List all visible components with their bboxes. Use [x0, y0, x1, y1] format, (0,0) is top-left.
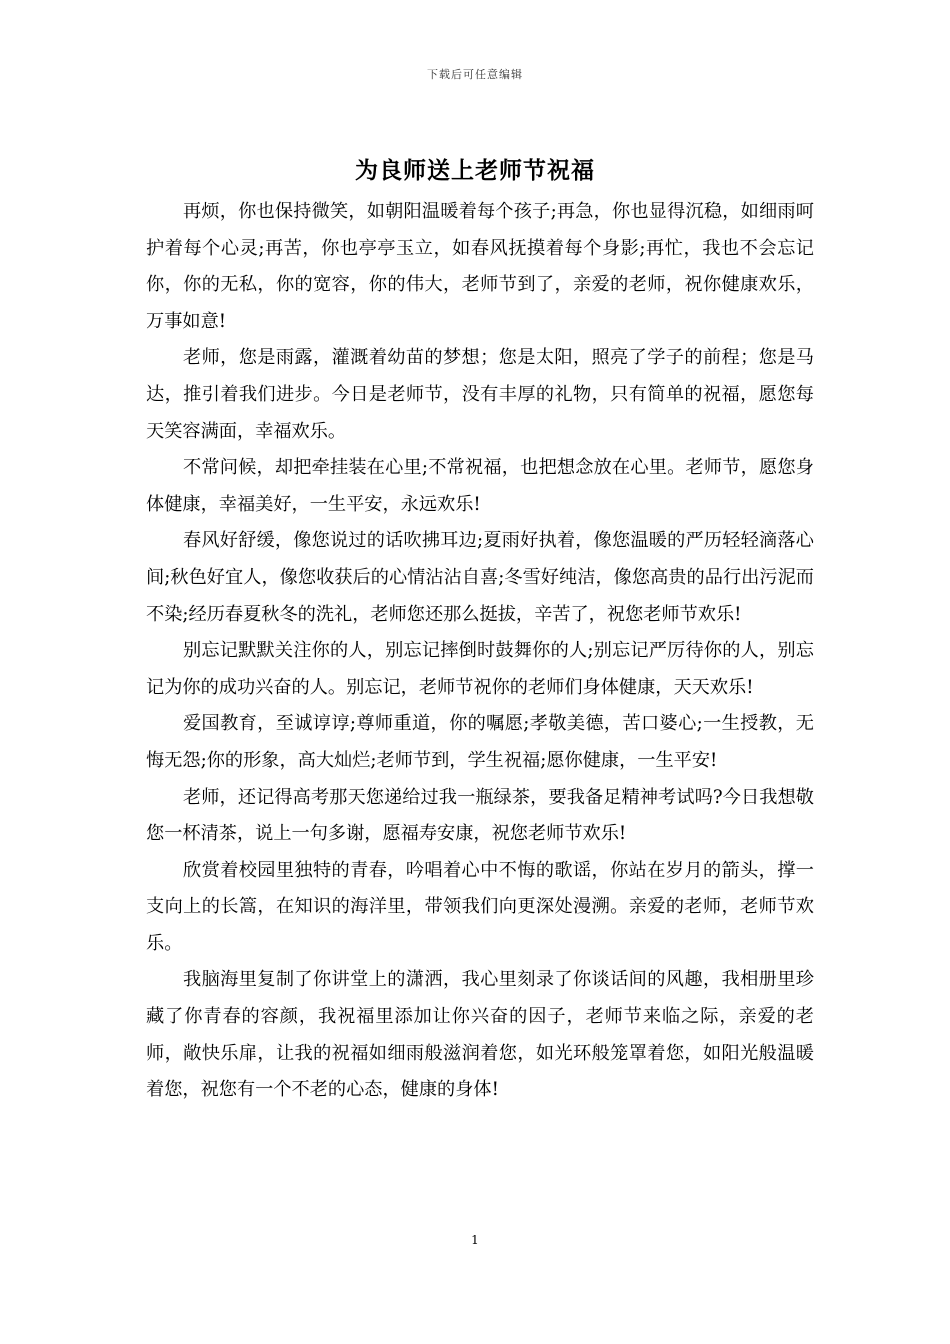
page-number: 1	[471, 1233, 479, 1247]
paragraph: 我脑海里复制了你讲堂上的潇洒，我心里刻录了你谈话间的风趣，我相册里珍藏了你青春的容颜，我祝福里添加让你兴奋的因子，老师节来临之际，亲爱的老师，敞快乐扉，让我的祝福如细雨般滋润着您，如光环般笼罩着您，如阳光般温暖着您，祝您有一个不老的心态，健康的身体!	[146, 969, 814, 1101]
paragraph: 欣赏着校园里独特的青春，吟唱着心中不悔的歌谣，你站在岁月的箭头，撑一支向上的长篙，在知识的海洋里，带领我们向更深处漫溯。亲爱的老师，老师节欢乐。	[146, 859, 814, 954]
paragraph: 春风好舒缓，像您说过的话吹拂耳边;夏雨好执着，像您温暖的严历轻轻滴落心间;秋色好宜人，像您收获后的心情沾沾自喜;冬雪好纯洁，像您高贵的品行出污泥而不染;经历春夏秋冬的洗礼，老师您还那么挺拔，辛苦了，祝您老师节欢乐!	[146, 530, 814, 625]
paragraph: 爱国教育，至诚谆谆;尊师重道，你的嘱愿;孝敬美德，苦口婆心;一生授教，无悔无怨;你的形象，高大灿烂;老师节到，学生祝福;愿你健康，一生平安!	[146, 713, 814, 771]
document-body	[146, 194, 814, 1109]
paragraph: 不常问候，却把牵挂装在心里;不常祝福，也把想念放在心里。老师节，愿您身体健康，幸福美好，一生平安，永远欢乐!	[146, 457, 814, 515]
document-title: 为良师送上老师节祝福	[355, 157, 595, 184]
header-note: 下载后可任意编辑	[427, 68, 523, 81]
paragraph: 再烦，你也保持微笑，如朝阳温暖着每个孩子;再急，你也显得沉稳，如细雨呵护着每个心灵;再苦，你也亭亭玉立，如春风抚摸着每个身影;再忙，我也不会忘记你，你的无私，你的宽容，你的伟大，老师节到了，亲爱的老师，祝你健康欢乐，万事如意!	[146, 201, 814, 332]
paragraph: 老师，还记得高考那天您递给过我一瓶绿茶，要我备足精神考试吗?今日我想敬您一杯清茶，说上一句多谢，愿福寿安康，祝您老师节欢乐!	[146, 786, 814, 845]
paragraph: 别忘记默默关注你的人，别忘记摔倒时鼓舞你的人;别忘记严厉待你的人，别忘记为你的成功兴奋的人。别忘记，老师节祝你的老师们身体健康，天天欢乐!	[146, 640, 814, 698]
paragraph: 老师，您是雨露，灌溉着幼苗的梦想；您是太阳，照亮了学子的前程；您是马达，推引着我们进步。今日是老师节，没有丰厚的礼物，只有简单的祝福，愿您每天笑容满面，幸福欢乐。	[146, 347, 814, 442]
